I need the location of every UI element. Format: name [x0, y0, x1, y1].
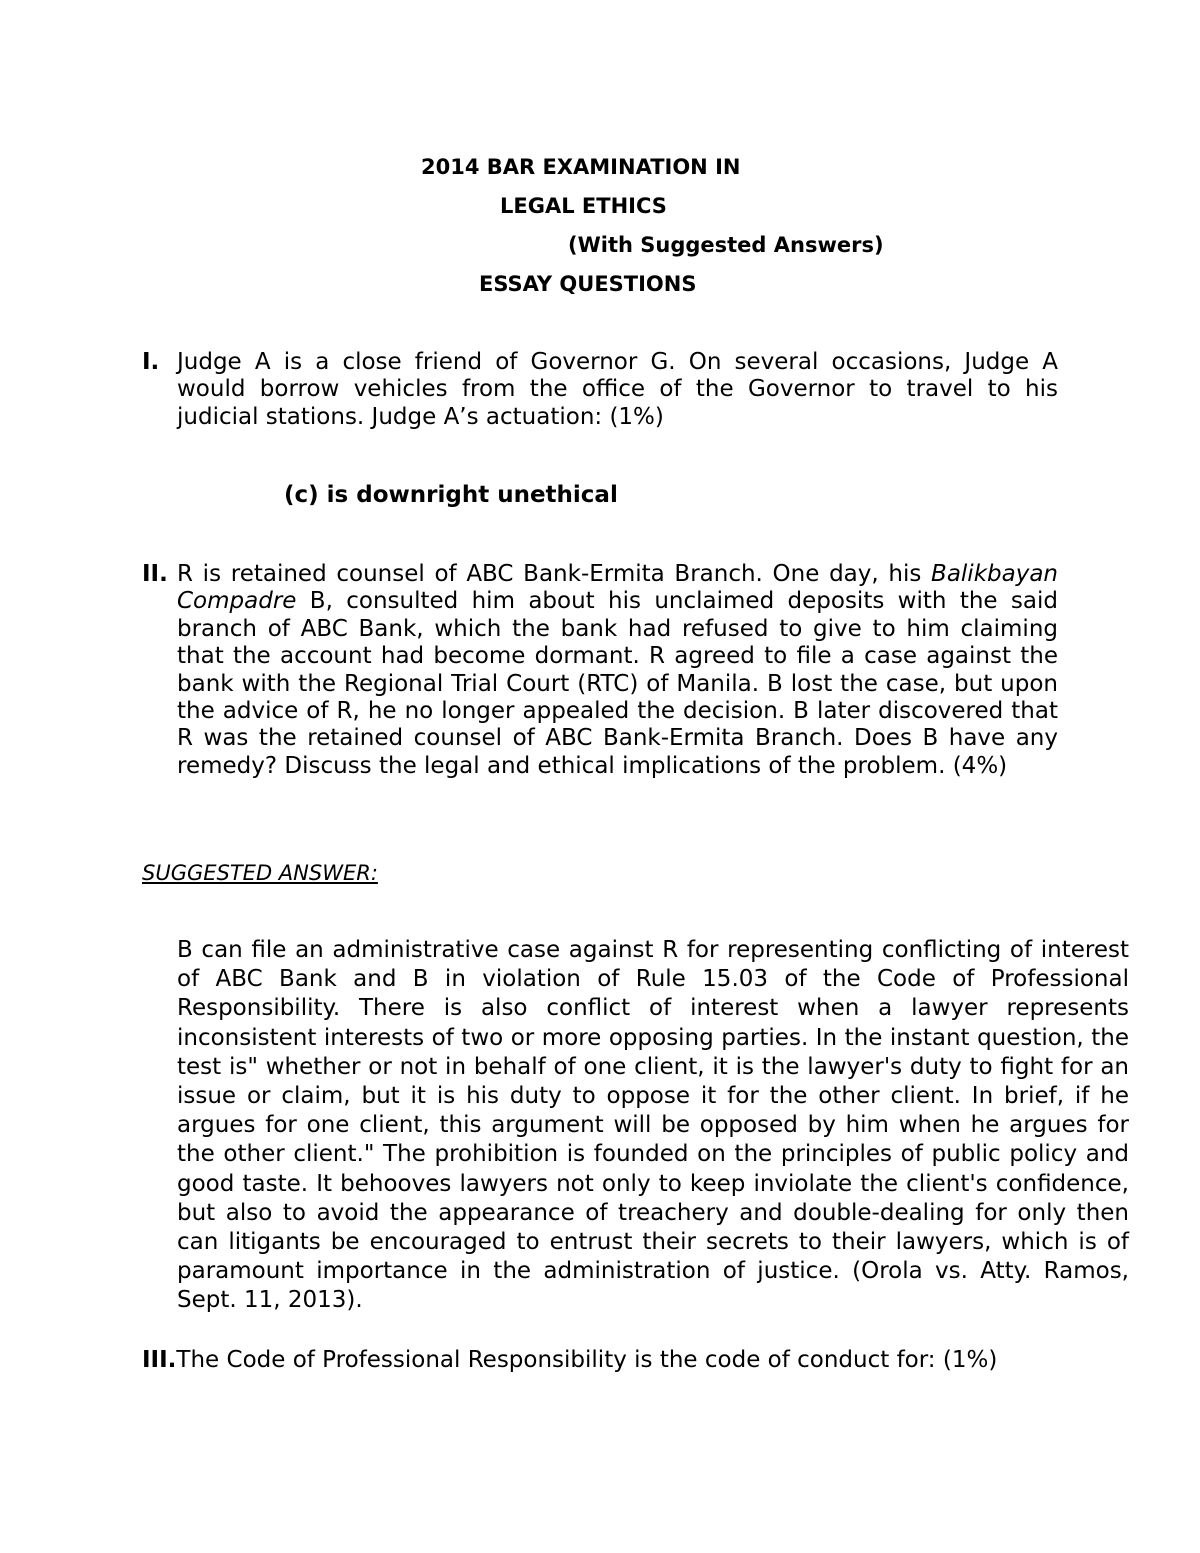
suggested-answer-text: B can file an administrative case against R for representing conflicting of interest of ABC Bank and B in violation of Rule 15.03 of the Code of Professional Responsibility. There is also conflict of interest when a lawyer represents inconsistent interests of two or more opposing parties. In the instant question, the test is" whether or not in behalf of one client, it is the lawyer's duty to fight for an issue or claim, but it is his duty to oppose it for the other client. In brief, if he argues for one client, this argument will be opposed by him when he argues for the other client." The prohibition is founded on the principles of public policy and good taste. It behooves lawyers not only to keep inviolate the client's confidence, but also to avoid the appearance of treachery and double-dealing for only then can litigants be encouraged to entrust their secrets to their lawyers, which is of paramount importance in the administration of justice. (Orola vs. Atty. Ramos, Sept. 11, 2013). — [177, 937, 1129, 1314]
question-1-answer: (c) is downright unethical — [284, 482, 618, 508]
question-1 — [142, 349, 1058, 431]
question-2 — [142, 561, 1058, 780]
question-2-number: II. — [142, 561, 168, 587]
question-1-text: Judge A is a close friend of Governor G. On several occasions, Judge A would borrow vehicles from the office of the Governor to travel to his judicial stations. Judge A’s actuation: (1%) — [177, 349, 1058, 430]
question-2-text — [177, 561, 1058, 780]
question-2-text-end: B, consulted him about his unclaimed deposits with the said branch of ABC Bank, which the bank had refused to give to him claiming that the account had become dormant. R agreed to file a case against the bank with the Regional Trial Court (RTC) of Manila. B lost the case, but upon the advice of R, he no longer appealed the decision. B later discovered that R was the retained counsel of ABC Bank-Ermita Branch. Does B have any remedy? Discuss the legal and ethical implications of the problem. (4%) — [177, 588, 1058, 779]
question-3 — [142, 1345, 997, 1375]
exam-title: 2014 BAR EXAMINATION IN — [421, 155, 741, 179]
question-2-italic-term: Balikbayan Compadre — [177, 561, 1058, 615]
section-heading: ESSAY QUESTIONS — [479, 272, 697, 296]
exam-subject: LEGAL ETHICS — [500, 194, 667, 218]
question-3-number: III. — [142, 1347, 177, 1373]
question-3-text: The Code of Professional Responsibility is the code of conduct for: (1%) — [176, 1347, 998, 1373]
question-2-text-start: R is retained counsel of ABC Bank-Ermita Branch. One day, his — [177, 561, 932, 587]
suggested-answer-label: SUGGESTED ANSWER: — [142, 861, 378, 885]
question-1-number: I. — [142, 349, 160, 375]
exam-subtitle: (With Suggested Answers) — [568, 233, 884, 257]
